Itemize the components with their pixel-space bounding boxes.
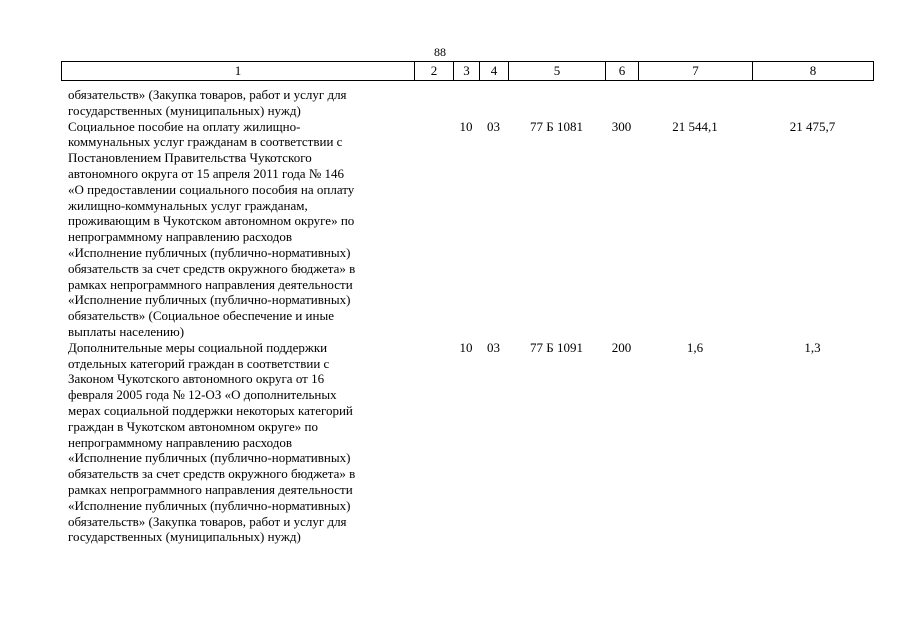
column-header-4: 4 <box>480 62 509 81</box>
table-row <box>61 340 873 545</box>
row-section <box>453 87 479 119</box>
table-row <box>61 87 873 119</box>
row-target-item: 77 Б 1091 <box>530 339 583 355</box>
page-number: 88 <box>434 45 446 59</box>
row-col2 <box>414 119 453 340</box>
row-section: 10 <box>459 339 473 355</box>
column-header-2: 2 <box>415 62 454 81</box>
column-header-7: 7 <box>639 62 753 81</box>
column-header-6: 6 <box>606 62 639 81</box>
table-row <box>61 119 873 340</box>
row-amount-planned <box>638 87 752 119</box>
column-header-3: 3 <box>454 62 480 81</box>
row-subsection: 03 <box>487 118 500 134</box>
row-expense-type: 300 <box>611 118 632 134</box>
row-subsection: 03 <box>487 339 500 355</box>
row-description: Дополнительные меры социальной поддержки отдельных категорий граждан в соответствии с Законом Чукотского автономного округа от 16 февраля 2005 года № 12-ОЗ «О дополнительных мерах социальной поддержки некоторых категорий граждан в Чукотском автономном округе» по непрограммному направлению расходов «Исполнение публичных (публично-нормативных) обязательств за счет средств окружного бюджета» в рамках непрограммного направления деятельности «Исполнение публичных (публично-нормативных) обязательств» (Закупка товаров, работ и услуг для государственных (муниципальных) нужд) <box>68 339 356 545</box>
row-amount-executed: 1,3 <box>804 339 821 355</box>
row-target-item <box>508 87 605 119</box>
row-expense-type: 200 <box>611 339 632 355</box>
budget-table-body <box>61 87 873 545</box>
row-amount-planned: 1,6 <box>686 339 704 355</box>
row-expense-type <box>605 87 638 119</box>
column-header-table <box>61 61 874 81</box>
column-header-8: 8 <box>753 62 874 81</box>
row-subsection <box>479 87 508 119</box>
row-section: 10 <box>459 118 473 134</box>
row-amount-executed: 21 475,7 <box>789 118 836 134</box>
column-header-row <box>62 62 874 81</box>
row-description: обязательств» (Закупка товаров, работ и услуг для государственных (муниципальных) нужд) <box>68 87 347 118</box>
row-amount-executed <box>752 87 873 119</box>
row-col2 <box>414 87 453 119</box>
row-target-item: 77 Б 1081 <box>530 118 583 134</box>
column-header-1: 1 <box>62 62 415 81</box>
row-description: Социальное пособие на оплату жилищно- коммунальных услуг гражданам в соответствии с Постановлением Правительства Чукотского автономного округа от 15 апреля 2011 года № 146 «О предоставлении социального пособия на оплату жилищно-коммунальных услуг гражданам, проживающим в Чукотском автономном округе» по непрограммному направлению расходов «Исполнение публичных (публично-нормативных) обязательств за счет средств окружного бюджета» в рамках непрограммного направления деятельности «Исполнение публичных (публично-нормативных) обязательств» (Социальное обеспечение и иные выплаты населению) <box>68 118 356 339</box>
row-amount-planned: 21 544,1 <box>672 118 718 134</box>
row-col2 <box>414 340 453 545</box>
column-header-5: 5 <box>509 62 606 81</box>
